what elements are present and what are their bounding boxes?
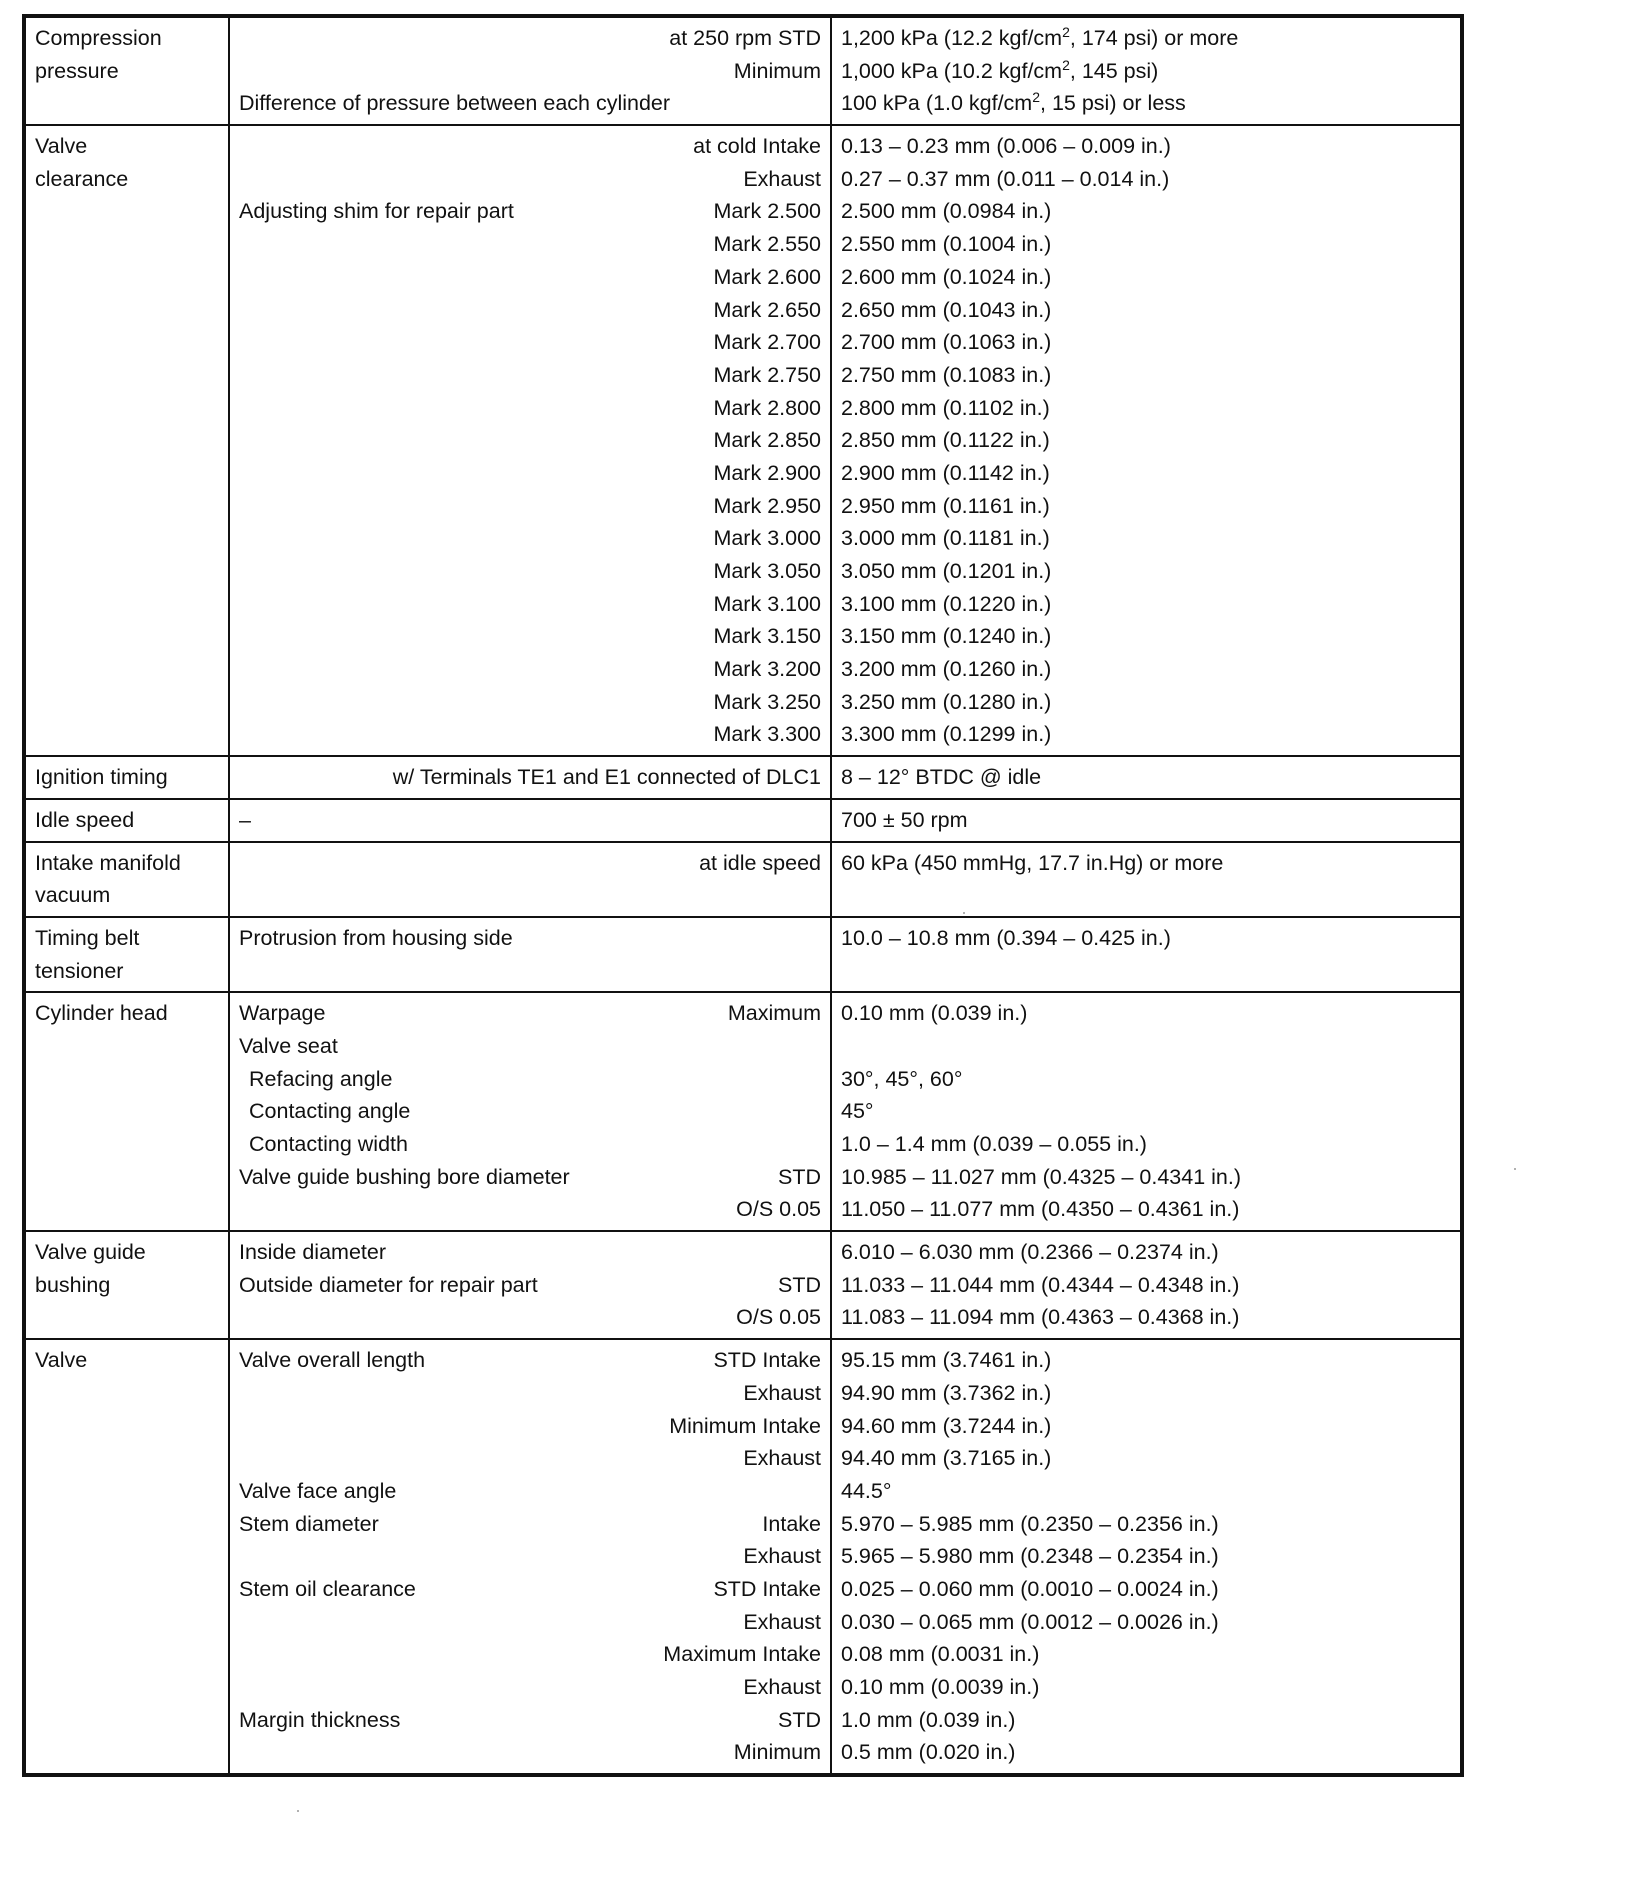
spec-sheet — [22, 14, 1464, 1777]
spec-condition-line — [239, 1377, 821, 1410]
spec-group-label: Timing belt — [35, 925, 140, 950]
spec-condition-line — [239, 87, 821, 120]
spec-group-cell — [25, 1231, 229, 1339]
spec-condition-line — [239, 1128, 821, 1161]
spec-condition-line — [239, 1095, 821, 1128]
spec-value-text: 10.985 – 11.027 mm (0.4325 – 0.4341 in.) — [841, 1164, 1242, 1189]
spec-item-label: Adjusting shim for repair part — [239, 199, 514, 224]
spec-value-text: 0.025 – 0.060 mm (0.0010 – 0.0024 in.) — [841, 1576, 1219, 1601]
spec-value-cell — [831, 1339, 1461, 1774]
spec-group-label: vacuum — [35, 883, 111, 908]
spec-condition-line — [239, 1344, 821, 1377]
scan-speck — [963, 912, 965, 914]
spec-value — [841, 1410, 1451, 1443]
spec-value — [841, 1442, 1451, 1475]
spec-value-text: 0.030 – 0.065 mm (0.0012 – 0.0026 in.) — [841, 1609, 1219, 1634]
spec-value — [841, 879, 1451, 912]
spec-value-cell — [831, 799, 1461, 842]
spec-value — [841, 1030, 1451, 1063]
spec-value-text: 45° — [841, 1099, 874, 1124]
spec-row — [25, 992, 1461, 1231]
spec-value-text: 0.5 mm (0.020 in.) — [841, 1740, 1016, 1765]
spec-condition-line — [239, 1193, 821, 1226]
spec-row — [25, 1231, 1461, 1339]
spec-item-label: Contacting width — [249, 1132, 408, 1156]
spec-condition-label: Mark 3.250 — [713, 689, 821, 714]
spec-value — [841, 955, 1451, 988]
spec-group-cell — [25, 125, 229, 756]
spec-item-label: Margin thickness — [239, 1707, 401, 1732]
spec-group-label: tensioner — [35, 958, 124, 983]
spec-group-label: pressure — [35, 58, 119, 83]
spec-condition-label: at cold Intake — [693, 134, 821, 159]
spec-condition-line — [239, 1030, 821, 1063]
spec-value-text: 5.970 – 5.985 mm (0.2350 – 0.2356 in.) — [841, 1511, 1219, 1536]
spec-value — [841, 1377, 1451, 1410]
spec-value-text: 3.200 mm (0.1260 in.) — [841, 657, 1052, 682]
spec-value — [841, 1638, 1451, 1671]
spec-condition-label: Mark 2.600 — [713, 264, 821, 289]
spec-condition-line — [239, 1508, 821, 1541]
spec-condition-label: Mark 2.850 — [713, 428, 821, 453]
spec-value — [841, 490, 1451, 523]
spec-condition-line — [239, 1475, 821, 1508]
spec-value-text: 1,200 kPa (12.2 kgf/cm — [841, 26, 1063, 50]
spec-condition-label: Maximum — [727, 1001, 821, 1026]
spec-group-cell — [25, 917, 229, 992]
spec-value-text: 94.90 mm (3.7362 in.) — [841, 1380, 1052, 1405]
spec-value-text: 0.10 mm (0.0039 in.) — [841, 1675, 1040, 1699]
spec-condition-line — [239, 1236, 821, 1269]
spec-condition-label: Intake — [762, 1511, 821, 1536]
spec-value — [841, 261, 1451, 294]
spec-value — [841, 588, 1451, 621]
spec-group-cell — [25, 1339, 229, 1774]
spec-group-label: Idle speed — [35, 807, 135, 832]
spec-condition-line — [239, 1573, 821, 1606]
spec-group-cell — [25, 992, 229, 1231]
spec-condition-label: at idle speed — [699, 850, 821, 875]
spec-value-text: 0.08 mm (0.0031 in.) — [841, 1642, 1040, 1667]
spec-condition-label: Mark 2.750 — [713, 362, 821, 387]
spec-value — [841, 130, 1451, 163]
spec-condition-line — [239, 326, 821, 359]
spec-value-text: 2.950 mm (0.1161 in.) — [841, 493, 1050, 518]
spec-condition-label: Exhaust — [743, 1446, 821, 1471]
spec-value-cell — [831, 1231, 1461, 1339]
spec-value — [841, 847, 1451, 880]
scan-speck — [297, 1810, 299, 1812]
spec-value — [841, 686, 1451, 719]
spec-condition-label: Mark 3.000 — [713, 526, 821, 551]
spec-value-text: 60 kPa (450 mmHg, 17.7 in.Hg) or more — [841, 850, 1224, 875]
spec-value-text: 8 – 12° BTDC @ idle — [841, 765, 1042, 790]
spec-value-text: 2.600 mm (0.1024 in.) — [841, 264, 1052, 289]
spec-item-label: Refacing angle — [249, 1066, 393, 1091]
spec-value-text: 2.650 mm (0.1043 in.) — [841, 297, 1052, 322]
spec-condition-line — [239, 522, 821, 555]
spec-value — [841, 163, 1451, 196]
spec-item-label: Valve overall length — [239, 1348, 426, 1373]
spec-group-label: Valve guide — [35, 1240, 146, 1265]
spec-condition-label: Mark 2.800 — [713, 395, 821, 420]
spec-value — [841, 195, 1451, 228]
spec-condition-label: STD Intake — [713, 1576, 821, 1601]
spec-value — [841, 1236, 1451, 1269]
spec-value — [841, 718, 1451, 751]
spec-group-label: Ignition timing — [35, 765, 168, 790]
spec-condition-label: Mark 3.100 — [713, 591, 821, 616]
spec-condition-line — [239, 1269, 821, 1302]
spec-value-text: 3.100 mm (0.1220 in.) — [841, 591, 1052, 616]
spec-condition-cell — [229, 917, 831, 992]
spec-value — [841, 761, 1451, 794]
spec-value-cell — [831, 992, 1461, 1231]
spec-condition-label: Mark 2.650 — [713, 297, 821, 322]
spec-group-label: bushing — [35, 1272, 111, 1297]
spec-group-cell — [25, 17, 229, 125]
spec-value-cell — [831, 756, 1461, 799]
spec-value-text: 2.900 mm (0.1142 in.) — [841, 460, 1050, 485]
spec-value — [841, 294, 1451, 327]
spec-condition-label: O/S 0.05 — [736, 1305, 821, 1330]
spec-condition-line — [239, 804, 821, 837]
spec-condition-line — [239, 1063, 821, 1096]
spec-condition-line — [239, 653, 821, 686]
spec-value-text: 2.850 mm (0.1122 in.) — [841, 428, 1050, 453]
spec-condition-line — [239, 718, 821, 751]
spec-condition-line — [239, 490, 821, 523]
spec-condition-cell — [229, 756, 831, 799]
spec-condition-line — [239, 922, 821, 955]
spec-condition-line — [239, 1736, 821, 1769]
spec-value-text: 2.750 mm (0.1083 in.) — [841, 362, 1052, 387]
spec-group-label: Valve — [35, 134, 88, 159]
spec-group-cell — [25, 842, 229, 917]
spec-item-label: Warpage — [239, 1001, 326, 1026]
spec-value — [841, 653, 1451, 686]
spec-condition-line — [239, 847, 821, 880]
spec-condition-line — [239, 955, 821, 988]
spec-condition-line — [239, 195, 821, 228]
spec-condition-line — [239, 261, 821, 294]
spec-value — [841, 1095, 1451, 1128]
spec-condition-line — [239, 1671, 821, 1704]
spec-condition-line — [239, 130, 821, 163]
spec-condition-cell — [229, 1231, 831, 1339]
spec-value — [841, 424, 1451, 457]
spec-value-text: 30°, 45°, 60° — [841, 1066, 963, 1091]
spec-condition-line — [239, 457, 821, 490]
spec-group-cell — [25, 799, 229, 842]
spec-condition-line — [239, 22, 821, 55]
spec-condition-line — [239, 55, 821, 88]
spec-condition-line — [239, 588, 821, 621]
spec-condition-label: Mark 2.900 — [713, 460, 821, 485]
spec-condition-label: Exhaust — [743, 166, 821, 191]
spec-condition-label: STD — [778, 1272, 821, 1297]
scan-speck — [1514, 1168, 1516, 1170]
spec-table-body — [25, 17, 1461, 1774]
spec-condition-line — [239, 1442, 821, 1475]
spec-condition-line — [239, 1704, 821, 1737]
spec-value-tail: , 15 psi) or less — [1040, 91, 1186, 116]
spec-value — [841, 228, 1451, 261]
spec-item-label: Stem diameter — [239, 1511, 379, 1536]
spec-value — [841, 1301, 1451, 1334]
spec-row — [25, 917, 1461, 992]
spec-condition-line — [239, 1540, 821, 1573]
spec-value-text: 11.083 – 11.094 mm (0.4363 – 0.4368 in.) — [841, 1305, 1240, 1330]
spec-value — [841, 1344, 1451, 1377]
spec-value-text: 6.010 – 6.030 mm (0.2366 – 0.2374 in.) — [841, 1240, 1219, 1265]
spec-condition-label: O/S 0.05 — [736, 1197, 821, 1222]
spec-condition-cell — [229, 842, 831, 917]
spec-condition-label: Mark 3.150 — [713, 624, 821, 649]
spec-condition-line — [239, 294, 821, 327]
spec-value-text: 0.27 – 0.37 mm (0.011 – 0.014 in.) — [841, 166, 1170, 191]
spec-condition-line — [239, 392, 821, 425]
spec-value-text: 2.500 mm (0.0984 in.) — [841, 199, 1052, 224]
spec-value — [841, 1508, 1451, 1541]
spec-condition-label: Mark 3.050 — [713, 559, 821, 583]
spec-item-label: Outside diameter for repair part — [239, 1272, 538, 1297]
spec-condition-label: Mark 3.300 — [713, 722, 821, 747]
spec-condition-label: STD — [778, 1164, 821, 1189]
spec-value-tail: , 145 psi) — [1069, 58, 1159, 83]
spec-condition-label: STD — [778, 1707, 821, 1732]
spec-value-cell — [831, 125, 1461, 756]
spec-value-text: 3.250 mm (0.1280 in.) — [841, 689, 1052, 714]
spec-value-text: 3.050 mm (0.1201 in.) — [841, 559, 1052, 583]
spec-condition-label: Exhaust — [743, 1609, 821, 1634]
spec-item-label: Protrusion from housing side — [239, 925, 513, 950]
spec-value — [841, 457, 1451, 490]
spec-condition-label: Mark 2.550 — [713, 232, 821, 257]
spec-value — [841, 1540, 1451, 1573]
spec-value — [841, 1128, 1451, 1161]
spec-value — [841, 1269, 1451, 1302]
spec-value — [841, 1193, 1451, 1226]
spec-value-text: 94.40 mm (3.7165 in.) — [841, 1446, 1052, 1471]
spec-item-label: Valve seat — [239, 1033, 338, 1058]
spec-condition-label: Minimum Intake — [669, 1413, 821, 1438]
spec-value — [841, 522, 1451, 555]
spec-value — [841, 392, 1451, 425]
spec-value — [841, 620, 1451, 653]
spec-value-text: 1.0 – 1.4 mm (0.039 – 0.055 in.) — [841, 1132, 1147, 1156]
spec-value — [841, 1573, 1451, 1606]
spec-value — [841, 22, 1451, 55]
spec-value — [841, 1475, 1451, 1508]
spec-condition-line — [239, 555, 821, 588]
spec-value-text: 3.150 mm (0.1240 in.) — [841, 624, 1052, 649]
spec-item-label: Valve face angle — [239, 1478, 397, 1503]
spec-value-cell — [831, 17, 1461, 125]
spec-value-text: 100 kPa (1.0 kgf/cm — [841, 91, 1033, 116]
spec-value — [841, 804, 1451, 837]
spec-value-text: 44.5° — [841, 1478, 892, 1503]
spec-condition-line — [239, 879, 821, 912]
spec-value-text: 94.60 mm (3.7244 in.) — [841, 1413, 1052, 1438]
spec-condition-label: Minimum — [733, 58, 821, 83]
spec-value-superscript: 2 — [1062, 23, 1070, 40]
spec-value-text: 11.033 – 11.044 mm (0.4344 – 0.4348 in.) — [841, 1272, 1240, 1297]
spec-row — [25, 799, 1461, 842]
spec-condition-label: Mark 2.700 — [713, 330, 821, 355]
spec-condition-label: w/ Terminals TE1 and E1 connected of DLC1 — [392, 765, 821, 790]
spec-condition-label: Mark 2.950 — [713, 493, 821, 518]
spec-value-cell — [831, 917, 1461, 992]
spec-value-text: 1,000 kPa (10.2 kgf/cm — [841, 58, 1063, 83]
spec-condition-line — [239, 359, 821, 392]
spec-condition-line — [239, 1410, 821, 1443]
spec-value — [841, 922, 1451, 955]
spec-value-text: 5.965 – 5.980 mm (0.2348 – 0.2354 in.) — [841, 1544, 1219, 1569]
spec-value — [841, 326, 1451, 359]
spec-group-label: Compression — [35, 26, 162, 50]
spec-value — [841, 555, 1451, 588]
spec-condition-line — [239, 163, 821, 196]
spec-row — [25, 17, 1461, 125]
spec-condition-line — [239, 620, 821, 653]
spec-value-text: 95.15 mm (3.7461 in.) — [841, 1348, 1052, 1373]
spec-condition-cell — [229, 17, 831, 125]
spec-group-label: clearance — [35, 166, 129, 191]
spec-value-superscript: 2 — [1062, 56, 1070, 73]
spec-value-text: 10.0 – 10.8 mm (0.394 – 0.425 in.) — [841, 925, 1171, 950]
spec-value — [841, 1704, 1451, 1737]
spec-value-tail: , 174 psi) or more — [1069, 26, 1239, 50]
spec-value — [841, 1161, 1451, 1194]
spec-condition-cell — [229, 799, 831, 842]
spec-condition-label: Minimum — [733, 1740, 821, 1765]
spec-value-text: 1.0 mm (0.039 in.) — [841, 1707, 1016, 1732]
spec-group-label: Intake manifold — [35, 850, 181, 875]
spec-value — [841, 1606, 1451, 1639]
spec-value-superscript: 2 — [1032, 89, 1040, 106]
spec-value — [841, 55, 1451, 88]
spec-condition-label: at 250 rpm STD — [669, 26, 821, 50]
spec-condition-line — [239, 997, 821, 1030]
spec-value — [841, 1671, 1451, 1704]
spec-condition-line — [239, 424, 821, 457]
spec-value-text: 2.550 mm (0.1004 in.) — [841, 232, 1052, 257]
spec-value — [841, 997, 1451, 1030]
spec-group-label: Cylinder head — [35, 1001, 168, 1026]
spec-condition-line — [239, 1301, 821, 1334]
spec-condition-label: Mark 3.200 — [713, 657, 821, 682]
spec-item-label: Stem oil clearance — [239, 1576, 416, 1601]
spec-value — [841, 359, 1451, 392]
spec-value-text: 0.13 – 0.23 mm (0.006 – 0.009 in.) — [841, 134, 1171, 159]
spec-value-text: 3.300 mm (0.1299 in.) — [841, 722, 1052, 747]
spec-condition-label: Exhaust — [743, 1544, 821, 1569]
spec-group-cell — [25, 756, 229, 799]
spec-condition-line — [239, 761, 821, 794]
spec-condition-cell — [229, 125, 831, 756]
spec-condition-label: STD Intake — [713, 1348, 821, 1373]
spec-value-text: 700 ± 50 rpm — [841, 807, 968, 832]
spec-row — [25, 756, 1461, 799]
spec-value-text: 11.050 – 11.077 mm (0.4350 – 0.4361 in.) — [841, 1197, 1240, 1222]
spec-value — [841, 1063, 1451, 1096]
spec-group-label: Valve — [35, 1348, 88, 1373]
engine-spec-table — [24, 16, 1462, 1775]
spec-condition-line — [239, 1161, 821, 1194]
spec-condition-line — [239, 1638, 821, 1671]
spec-row — [25, 1339, 1461, 1774]
spec-value-text: 0.10 mm (0.039 in.) — [841, 1001, 1028, 1026]
spec-item-label: Valve guide bushing bore diameter — [239, 1164, 570, 1189]
spec-item-label: – — [239, 807, 251, 832]
spec-condition-label: Exhaust — [743, 1675, 821, 1699]
spec-item-label: Contacting angle — [249, 1099, 411, 1124]
spec-value — [841, 87, 1451, 120]
spec-item-label: Difference of pressure between each cylinder — [239, 91, 671, 116]
spec-condition-cell — [229, 1339, 831, 1774]
spec-row — [25, 125, 1461, 756]
spec-condition-label: Maximum Intake — [663, 1642, 821, 1667]
spec-condition-line — [239, 228, 821, 261]
spec-value-text: 3.000 mm (0.1181 in.) — [841, 526, 1050, 551]
spec-condition-label: Exhaust — [743, 1380, 821, 1405]
spec-condition-line — [239, 686, 821, 719]
spec-value-text: 2.800 mm (0.1102 in.) — [841, 395, 1050, 420]
spec-condition-cell — [229, 992, 831, 1231]
spec-value-text: 2.700 mm (0.1063 in.) — [841, 330, 1052, 355]
spec-row — [25, 842, 1461, 917]
spec-condition-label: Mark 2.500 — [713, 199, 821, 224]
spec-value — [841, 1736, 1451, 1769]
spec-value-cell — [831, 842, 1461, 917]
spec-item-label: Inside diameter — [239, 1240, 386, 1265]
spec-condition-line — [239, 1606, 821, 1639]
